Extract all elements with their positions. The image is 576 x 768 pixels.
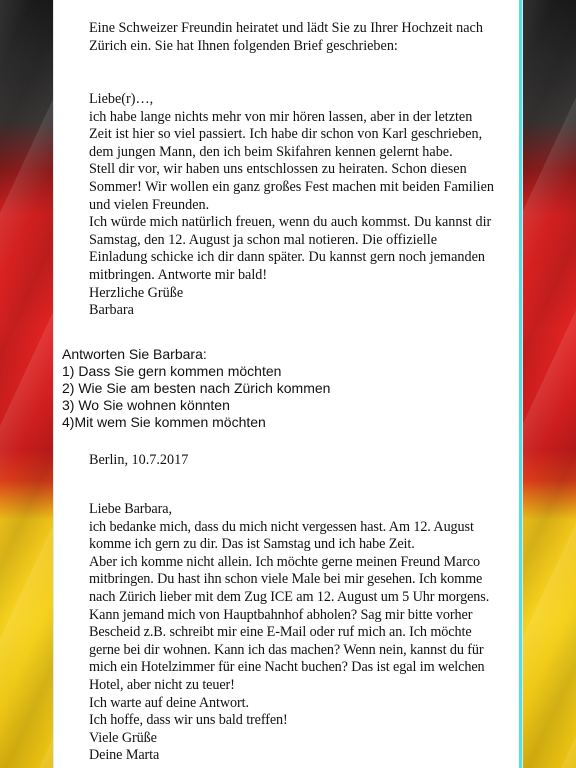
invitation-letter: Liebe(r)…, ich habe lange nichts mehr von mir hören lassen, aber in der letzten Zeit ist hier so viel passiert. Ich habe dir schon von Karl geschrieben, dem jungen Mann, den ich beim Skifahren kennen gelernt habe. Stell dir vor, wir haben uns entschlossen zu heiraten. Schon diesen Sommer! Wir wollen ein ganz großes Fest machen mit beiden Familien und vielen Freunden. Ich würde mich natürlich freuen, wenn du auch kommst. Du kannst dir Samstag, den 12. August ja schon mal notieren. Die offizielle Einladung schicke ich dir dann später. Du kannst gern noch jemanden mitbringen. Antworte mir bald! Herzliche Grüße Barbara bbox=[89, 91, 494, 319]
german-flag-background-right bbox=[522, 0, 576, 768]
page-edge-highlight bbox=[519, 0, 522, 768]
reply-date: Berlin, 10.7.2017 bbox=[89, 452, 189, 468]
german-flag-background-left bbox=[0, 0, 54, 768]
task-instructions: Antworten Sie Barbara: 1) Dass Sie gern kommen möchten 2) Wie Sie am besten nach Zürich kommen 3) Wo Sie wohnen könnten 4)Mit wem Sie kommen möchten bbox=[62, 346, 331, 430]
task-introduction: Eine Schweizer Freundin heiratet und lädt Sie zu Ihrer Hochzeit nach Zürich ein. Sie hat Ihnen folgenden Brief geschrieben: bbox=[89, 20, 483, 54]
reply-letter: Liebe Barbara, ich bedanke mich, dass du mich nicht vergessen hast. Am 12. August komme ich gern zu dir. Das ist Samstag und ich habe Zeit. Aber ich komme nicht allein. Ich möchte gerne meinen Freund Marco mitbringen. Du hast ihn schon viele Male bei mir gesehen. Ich komme nach Zürich lieber mit dem Zug ICE am 12. August um 5 Uhr morgens. Kann jemand mich von Hauptbahnhof abholen? Sag mir bitte vorher Bescheid z.B. schreibt mir eine E-Mail oder ruf mich an. Ich möchte gerne bei dir wohnen. Kann ich das machen? Wenn nein, kannst du für mich ein Hotelzimmer für eine Nacht buchen? Das ist egal im welchen Hotel, aber nicht zu teuer! Ich warte auf deine Antwort. Ich hoffe, dass wir uns bald treffen! Viele Grüße Deine Marta bbox=[89, 501, 490, 764]
